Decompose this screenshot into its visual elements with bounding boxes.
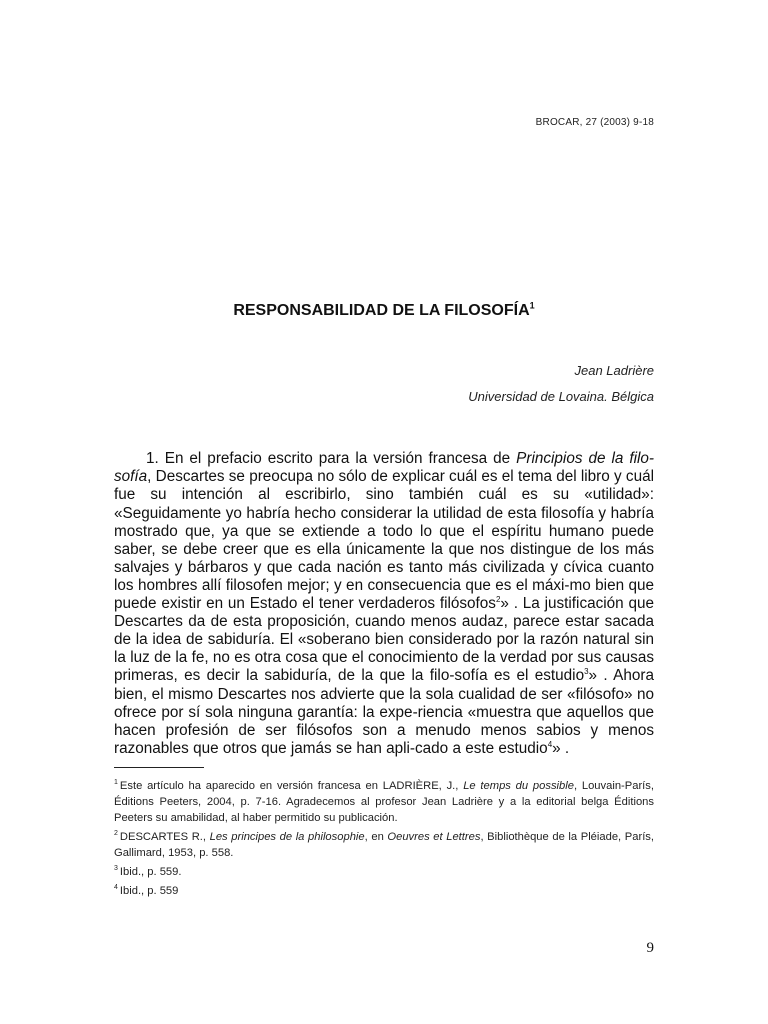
page-number: 9 [646,940,654,956]
footnote-ref-4[interactable]: 4 [547,739,553,749]
footnote-divider [114,767,204,768]
body-text-1: 1. En el prefacio escrito para la versión francesa de [146,450,517,468]
footnote-number: 4 [114,884,118,892]
book-title-principios: Principios de la filo-sofía [114,450,654,486]
article-title [114,302,654,320]
footnote-text: Ibid., p. 559. [119,866,182,878]
footnote-text: DESCARTES R., [119,831,210,843]
author-name: Jean Ladrière [574,363,654,378]
footnotes [114,778,654,902]
body-text-5: » . [552,739,570,757]
body-text-4: » . Ahora bien, el mismo Descartes nos advierte que la sola cualidad de ser «filósofo» no ofrece por sí sola ninguna garantía: la expe-riencia «muestra que aquellos que hacen profesión de ser filósofos son a menudo menos sabios y menos razonables que otros que jamás se han apli-cado a este estudio [114,667,654,757]
footnote-italic-title: Le temps du possible [463,780,574,792]
footnote-text: , Bibliothèque de la Pléiade, París, Gallimard, 1953, p. 558. [114,831,654,859]
footnote [114,829,654,861]
footnote-text: , Louvain-París, Éditions Peeters, 2004, p. 7-16. Agradecemos al profesor Jean Ladrière y a la editorial belga Éditions Peeters su amabilidad, al haber permitido su publicación. [114,780,654,824]
footnote-text: Este artículo ha aparecido en versión francesa en LADRIÈRE, J., [119,780,464,792]
body-paragraph [114,450,654,758]
title-note-ref[interactable]: 1 [529,300,535,311]
title-text: RESPONSABILIDAD DE LA FILOSOFÍA [233,302,530,319]
footnote [114,778,654,826]
footnote-text: , en [364,831,388,843]
footnote-number: 3 [114,865,118,873]
running-head: BROCAR, 27 (2003) 9-18 [535,117,654,128]
footnote-italic-title: Les principes de la philosophie [209,831,365,843]
footnote-ref-2[interactable]: 2 [495,594,501,604]
footnote-italic-title: Oeuvres et Lettres [387,831,481,843]
footnote-text: Ibid., p. 559 [119,885,179,897]
footnote-ref-3[interactable]: 3 [584,667,589,677]
footnote-number: 1 [114,779,118,787]
footnote [114,864,654,880]
footnote-number: 2 [114,830,118,838]
body-text-2: , Descartes se preocupa no sólo de explicar cuál es el tema del libro y cuál fue su intención al escribirlo, sino también cuál es su «utilidad»: «Seguidamente yo habría hecho considerar la utilidad de esta filosofía y habría mostrado que, ya que se extiende a todo lo que el espíritu humano puede saber, se debe creer que es ella únicamente la que nos distingue de los más salvajes y bárbaros y que cada nación es tanto más civilizada y cívica cuanto los hombres allí filosofen mejor; y en consecuencia que es el máxi-mo bien que puede existir en un Estado el tener verdaderos filósofos [114,468,654,613]
body-text-3: » . La justificación que Descartes da de esta proposición, cuando menos audaz, parece estar sacada de la idea de sabiduría. El «soberano bien considerado por la razón natural sin la luz de la fe, no es otra cosa que el conocimiento de la verdad por sus causas primeras, es decir la sabiduría, de la que la filo-sofía es el estudio [114,595,654,685]
author-affiliation: Universidad de Lovaina. Bélgica [468,389,654,404]
footnote [114,883,654,899]
